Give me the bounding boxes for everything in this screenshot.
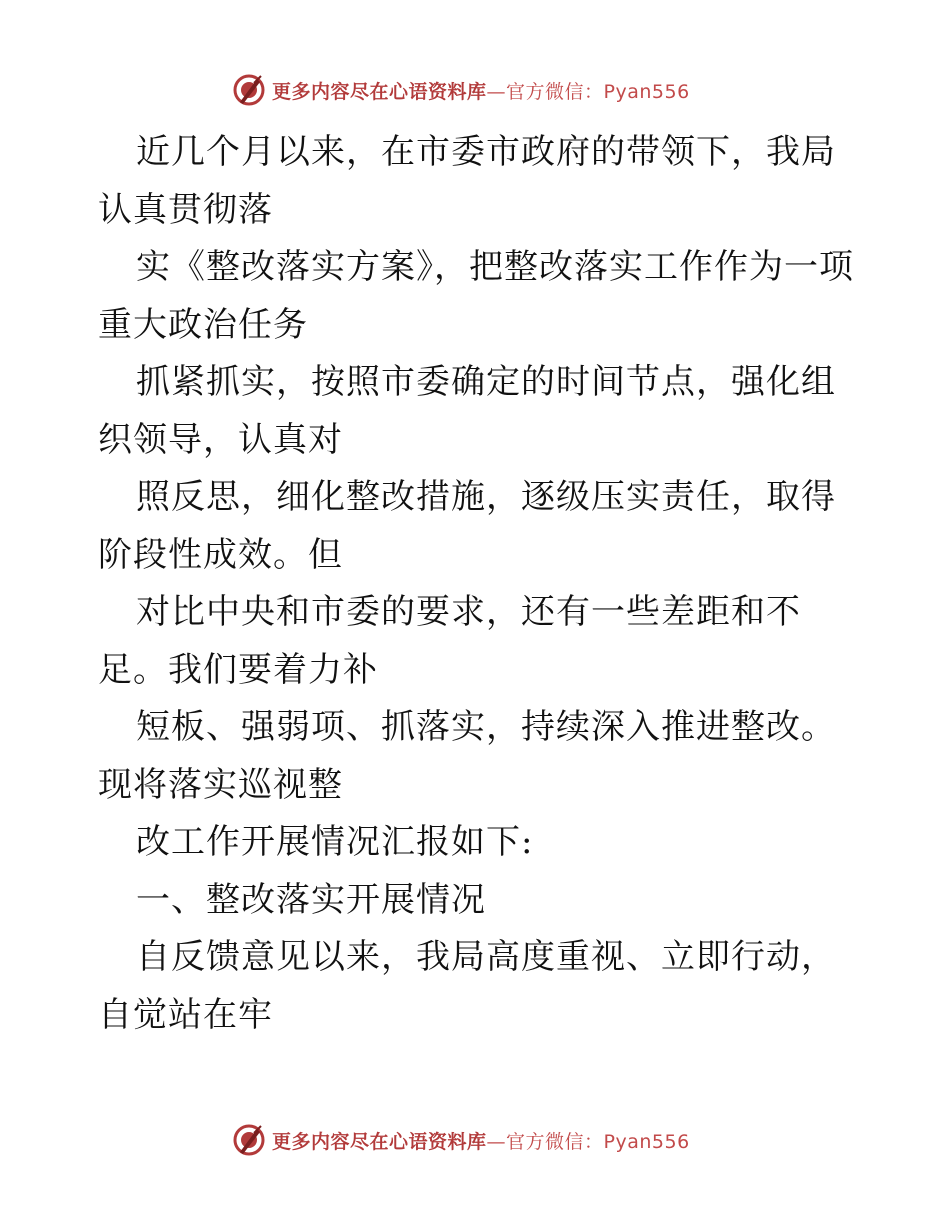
banner-account: Pyan556 <box>603 1130 690 1153</box>
footer-banner <box>232 1122 732 1158</box>
banner-wechat-label: 官方微信： <box>506 80 604 103</box>
paragraph: 抓紧抓实，按照市委确定的时间节点，强化组织领导，认真对 <box>98 362 836 460</box>
banner-text <box>272 77 690 104</box>
paragraph: 近几个月以来，在市委市政府的带领下，我局认真贯彻落 <box>98 132 836 230</box>
document-body <box>98 124 858 1044</box>
paragraph: 改工作开展情况汇报如下: <box>136 822 534 862</box>
paragraph: 实《整改落实方案》，把整改落实工作作为一项重大政治任务 <box>98 247 854 345</box>
banner-text <box>272 1127 690 1154</box>
banner-account: Pyan556 <box>603 80 690 103</box>
section-heading: 一、整改落实开展情况 <box>136 879 486 920</box>
paragraph: 对比中央和市委的要求，还有一些差距和不足。我们要着力补 <box>98 592 801 690</box>
quill-logo-icon <box>232 1123 266 1157</box>
paragraph: 照反思，细化整改措施，逐级压实责任，取得阶段性成效。但 <box>98 477 836 575</box>
banner-slogan: 更多内容尽在心语资料库 <box>272 80 487 103</box>
paragraph: 自反馈意见以来，我局高度重视、立即行动，自觉站在牢 <box>98 937 836 1035</box>
banner-slogan: 更多内容尽在心语资料库 <box>272 1130 487 1153</box>
header-banner <box>232 72 732 108</box>
banner-separator: — <box>486 80 507 103</box>
banner-wechat-label: 官方微信： <box>506 1130 604 1153</box>
quill-logo-icon <box>232 73 266 107</box>
paragraph: 短板、强弱项、抓落实，持续深入推进整改。现将落实巡视整 <box>98 707 836 805</box>
banner-separator: — <box>486 1130 507 1153</box>
